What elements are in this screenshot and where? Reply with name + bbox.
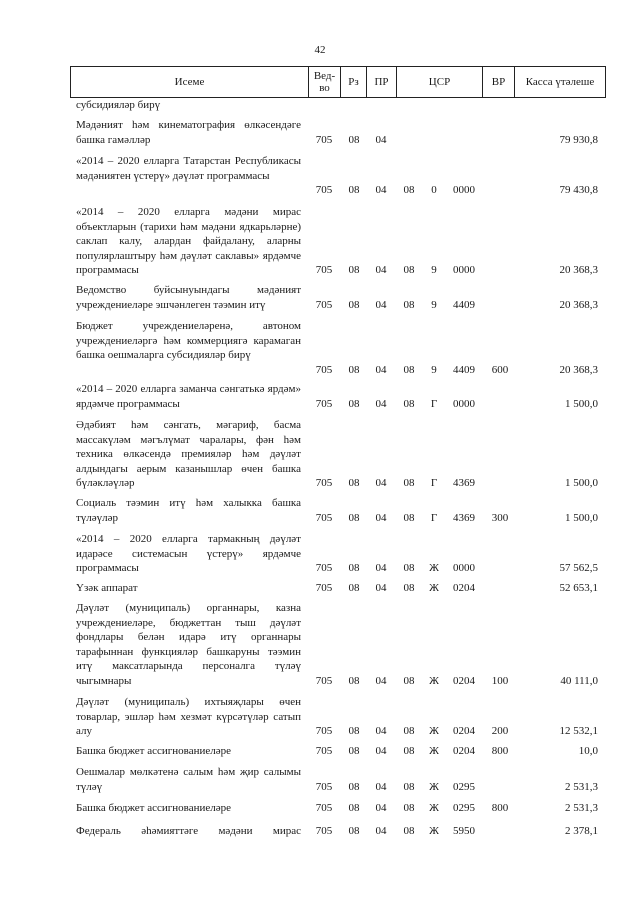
cell-csr-2: Ж bbox=[429, 562, 439, 575]
cell-pr: 04 bbox=[375, 184, 387, 197]
header-name: Исеме bbox=[71, 67, 309, 97]
cell-pr: 04 bbox=[375, 582, 387, 594]
cell-csr-2: 9 bbox=[431, 264, 437, 277]
cell-csr-2: Ж bbox=[429, 780, 439, 793]
cell-vr: 200 bbox=[491, 725, 509, 738]
header-csr: ЦСР bbox=[397, 67, 483, 97]
cell-pr: 04 bbox=[375, 397, 387, 410]
row-name: Мәдәният һәм кинематография өлкәсендәге башка гамәлләр bbox=[76, 119, 301, 146]
cell-csr-1: 08 bbox=[403, 825, 415, 837]
cell-pr: 04 bbox=[375, 477, 387, 490]
cell-rz: 08 bbox=[348, 397, 360, 410]
cell-csr-1: 08 bbox=[403, 780, 415, 793]
cell-csr-1: 08 bbox=[403, 745, 415, 757]
cell-csr-3: 5950 bbox=[453, 825, 475, 837]
cell-csr-1: 08 bbox=[403, 264, 415, 277]
header-amount: Касса үтәлеше bbox=[525, 76, 595, 88]
row-name: субсидияләр бирү bbox=[76, 99, 161, 111]
cell-ved: 705 bbox=[315, 675, 333, 687]
cell-rz: 08 bbox=[348, 511, 360, 524]
cell-vr: 300 bbox=[491, 511, 509, 524]
cell-rz: 08 bbox=[348, 725, 360, 738]
cell-csr-3: 0295 bbox=[453, 802, 475, 814]
cell-amount: 20 368,3 bbox=[559, 264, 598, 277]
cell-rz: 08 bbox=[348, 477, 360, 490]
cell-pr: 04 bbox=[375, 363, 387, 376]
cell-csr-2: Ж bbox=[429, 582, 439, 594]
cell-rz: 08 bbox=[348, 780, 360, 793]
row-name: Дәүләт (муниципаль) органнары, казна учреждениеләре, бюджеттан тыш дәүләт фондлары белән идарә итү органнары тарафыннан функцияләр башкаруны тәэмин итү максатларында персоналга түләү чыгымнары bbox=[76, 602, 301, 687]
cell-csr-3: 0000 bbox=[453, 264, 475, 277]
cell-rz: 08 bbox=[348, 825, 360, 837]
cell-csr-1: 08 bbox=[403, 298, 415, 311]
cell-csr-2: Ж bbox=[429, 725, 439, 738]
cell-rz: 08 bbox=[348, 582, 360, 594]
cell-ved: 705 bbox=[315, 133, 333, 146]
cell-csr-3: 0204 bbox=[453, 675, 475, 687]
cell-amount: 1 500,0 bbox=[565, 477, 598, 490]
cell-amount: 79 430,8 bbox=[559, 184, 598, 197]
cell-ved: 705 bbox=[315, 825, 333, 837]
cell-ved: 705 bbox=[315, 780, 333, 793]
cell-pr: 04 bbox=[375, 780, 387, 793]
cell-ved: 705 bbox=[315, 184, 333, 197]
cell-csr-3: 0000 bbox=[453, 397, 475, 410]
cell-ved: 705 bbox=[315, 264, 333, 277]
cell-csr-2: 9 bbox=[431, 298, 437, 311]
cell-ved: 705 bbox=[315, 363, 333, 376]
cell-pr: 04 bbox=[375, 745, 387, 757]
cell-rz: 08 bbox=[348, 363, 360, 376]
cell-csr-2: Ж bbox=[429, 802, 439, 814]
cell-amount: 20 368,3 bbox=[559, 298, 598, 311]
cell-pr: 04 bbox=[375, 511, 387, 524]
cell-csr-1: 08 bbox=[403, 675, 415, 687]
cell-pr: 04 bbox=[375, 725, 387, 738]
cell-pr: 04 bbox=[375, 675, 387, 687]
cell-ved: 705 bbox=[315, 298, 333, 311]
cell-csr-3: 4409 bbox=[453, 298, 475, 311]
cell-rz: 08 bbox=[348, 675, 360, 687]
cell-csr-1: 08 bbox=[403, 582, 415, 594]
header-vr: ВР bbox=[483, 67, 515, 97]
cell-rz: 08 bbox=[348, 562, 360, 575]
cell-csr-1: 08 bbox=[403, 562, 415, 575]
row-name: Әдәбият һәм сәнгать, мәгариф, басма массакүләм мәгълүмат чаралары, фән һәм техника өлкәсендә премияләр һәм дәүләт алдындагы аерым казанышлар өчен башка бүләкләүләр bbox=[76, 419, 301, 490]
cell-ved: 705 bbox=[315, 582, 333, 594]
cell-pr: 04 bbox=[375, 133, 387, 146]
cell-rz: 08 bbox=[348, 264, 360, 277]
row-name: Федераль әһәмияттәге мәдәни мирас bbox=[76, 825, 301, 837]
header-pr: ПР bbox=[367, 67, 397, 97]
cell-amount: 57 562,5 bbox=[559, 562, 598, 575]
cell-csr-3: 0204 bbox=[453, 725, 475, 738]
cell-ved: 705 bbox=[315, 397, 333, 410]
cell-csr-1: 08 bbox=[403, 725, 415, 738]
row-name: Башка бюджет ассигнованиеләре bbox=[76, 745, 231, 757]
cell-pr: 04 bbox=[375, 298, 387, 311]
cell-csr-3: 0000 bbox=[453, 562, 475, 575]
cell-vr: 800 bbox=[491, 802, 509, 814]
cell-amount: 1 500,0 bbox=[565, 397, 598, 410]
header-rz: Рз bbox=[341, 67, 367, 97]
cell-csr-3: 0204 bbox=[453, 745, 475, 757]
row-name: Үзәк аппарат bbox=[76, 582, 138, 594]
cell-csr-2: Ж bbox=[429, 825, 439, 837]
cell-amount: 1 500,0 bbox=[565, 511, 598, 524]
cell-csr-2: 9 bbox=[431, 363, 437, 376]
cell-amount: 79 930,8 bbox=[559, 133, 598, 146]
cell-csr-3: 0000 bbox=[453, 184, 475, 197]
row-name: Башка бюджет ассигнованиеләре bbox=[76, 802, 231, 814]
cell-csr-2: Г bbox=[430, 511, 438, 524]
cell-csr-1: 08 bbox=[403, 477, 415, 490]
row-name: «2014 – 2020 елларга тармакның дәүләт идарәсе системасын үстерү» ярдәмче программасы bbox=[76, 533, 301, 575]
cell-csr-1: 08 bbox=[403, 511, 415, 524]
table-header bbox=[70, 66, 606, 98]
cell-pr: 04 bbox=[375, 562, 387, 575]
cell-rz: 08 bbox=[348, 745, 360, 757]
cell-amount: 40 111,0 bbox=[560, 675, 598, 687]
cell-amount: 52 653,1 bbox=[559, 582, 598, 594]
cell-ved: 705 bbox=[315, 477, 333, 490]
cell-amount: 2 378,1 bbox=[565, 825, 598, 837]
cell-amount: 2 531,3 bbox=[565, 780, 598, 793]
row-name: «2014 – 2020 елларга мәдәни мирас объектларын (тарихи һәм мәдәни ядкарьләрне) саклап калу, алардан файдалану, аларны популярлаштыру һәм дәүләт саклавы» ярдәмче программасы bbox=[76, 206, 301, 277]
cell-csr-2: Г bbox=[430, 397, 438, 410]
cell-csr-3: 4409 bbox=[453, 363, 475, 376]
cell-ved: 705 bbox=[315, 745, 333, 757]
cell-csr-3: 0295 bbox=[453, 780, 475, 793]
cell-rz: 08 bbox=[348, 298, 360, 311]
row-name: Оешмалар мөлкәтенә салым һәм җир салымы түләү bbox=[76, 766, 301, 793]
cell-pr: 04 bbox=[375, 802, 387, 814]
cell-amount: 2 531,3 bbox=[565, 802, 598, 814]
cell-csr-1: 08 bbox=[403, 802, 415, 814]
cell-csr-1: 08 bbox=[403, 397, 415, 410]
row-name: Бюджет учреждениеләренә, автоном учреждениеләргә һәм коммерциягә карамаган башка оешмаларга субсидияләр бирү bbox=[76, 320, 301, 362]
row-name: Дәүләт (муниципаль) ихтыяҗлары өчен товарлар, эшләр һәм хезмәт күрсәтүләр сатып алу bbox=[76, 696, 301, 738]
header-ved: Вед-во bbox=[309, 67, 341, 97]
cell-csr-1: 08 bbox=[403, 363, 415, 376]
cell-csr-2: Г bbox=[430, 477, 438, 490]
cell-pr: 04 bbox=[375, 825, 387, 837]
row-name: «2014 – 2020 елларга Татарстан Республикасы мәдәниятен үстерү» дәүләт программасы bbox=[76, 155, 301, 182]
cell-csr-2: Ж bbox=[429, 675, 439, 687]
cell-rz: 08 bbox=[348, 133, 360, 146]
cell-csr-3: 4369 bbox=[453, 511, 475, 524]
cell-ved: 705 bbox=[315, 562, 333, 575]
cell-amount: 10,0 bbox=[578, 745, 598, 757]
cell-ved: 705 bbox=[315, 511, 333, 524]
cell-pr: 04 bbox=[375, 264, 387, 277]
cell-amount: 20 368,3 bbox=[559, 363, 598, 376]
cell-amount: 12 532,1 bbox=[559, 725, 598, 738]
page-number: 42 bbox=[314, 44, 326, 56]
cell-rz: 08 bbox=[348, 802, 360, 814]
cell-vr: 600 bbox=[491, 363, 509, 376]
cell-csr-2: 0 bbox=[431, 184, 437, 197]
cell-csr-2: Ж bbox=[429, 745, 439, 757]
row-name: «2014 – 2020 елларга заманча сәнгатькә ярдәм» ярдәмче программасы bbox=[76, 383, 301, 410]
cell-ved: 705 bbox=[315, 802, 333, 814]
cell-rz: 08 bbox=[348, 184, 360, 197]
cell-vr: 800 bbox=[491, 745, 509, 757]
cell-vr: 100 bbox=[491, 675, 509, 687]
cell-ved: 705 bbox=[315, 725, 333, 738]
cell-csr-3: 4369 bbox=[453, 477, 475, 490]
cell-csr-3: 0204 bbox=[453, 582, 475, 594]
cell-csr-1: 08 bbox=[403, 184, 415, 197]
row-name: Социаль тәэмин итү һәм халыкка башка түләүләр bbox=[76, 497, 301, 524]
row-name: Ведомство буйсынуындагы мәдәният учреждениеләре эшчәнлеген тәэмин итү bbox=[76, 284, 301, 311]
